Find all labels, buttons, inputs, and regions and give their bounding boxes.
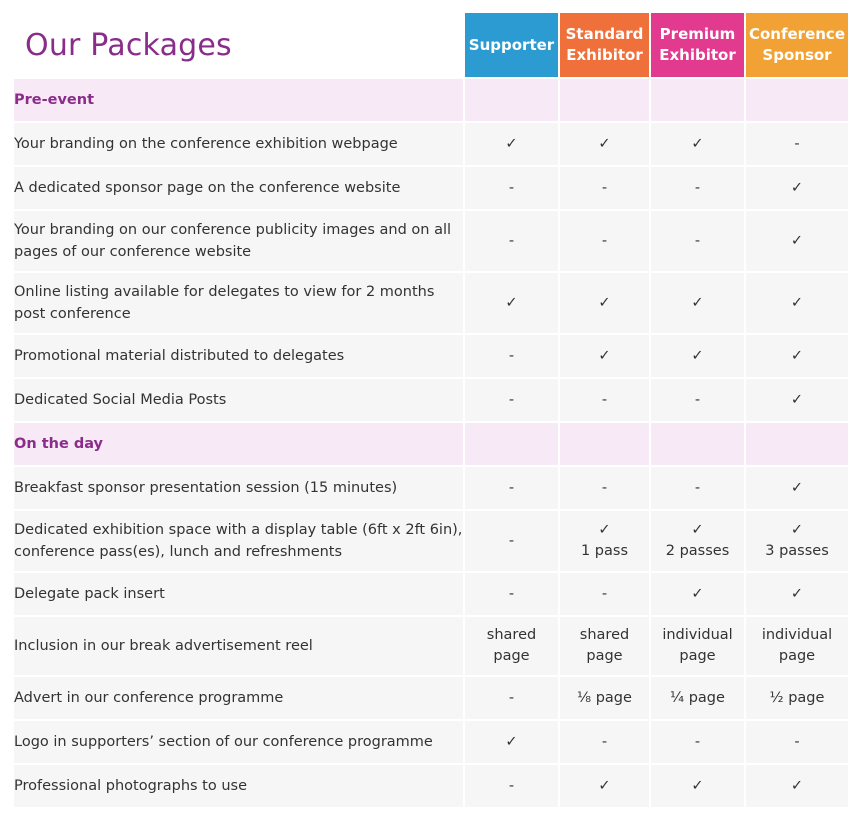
- value-text: 2 passes: [665, 543, 730, 559]
- check-icon: ✓: [790, 522, 804, 538]
- dash-mark: -: [601, 479, 608, 496]
- feature-label: Advert in our conference programme: [14, 677, 463, 719]
- value-cell: [465, 765, 558, 807]
- value-cell: [651, 123, 744, 165]
- value-cell: [560, 511, 649, 571]
- section-filler-cell: [465, 79, 558, 121]
- check-icon: ✓: [790, 479, 804, 496]
- value-cell: [651, 765, 744, 807]
- value-cell: [560, 617, 649, 675]
- table-row: [14, 167, 848, 209]
- value-cell: [465, 511, 558, 571]
- dash-mark: -: [508, 232, 515, 249]
- value-cell: [560, 123, 649, 165]
- header-row: [14, 13, 848, 77]
- value-text: individual: [761, 627, 833, 643]
- check-icon: ✓: [790, 294, 804, 311]
- dash-mark: -: [794, 733, 800, 750]
- check-icon: ✓: [691, 294, 704, 311]
- feature-label: Dedicated Social Media Posts: [14, 379, 463, 421]
- check-icon: ✓: [691, 347, 704, 364]
- check-icon: ✓: [790, 585, 804, 602]
- value-text: page: [778, 648, 816, 664]
- value-text: shared: [579, 627, 630, 643]
- package-header-premium-exhibitor: Premium Exhibitor: [651, 13, 744, 77]
- section-filler-cell: [651, 423, 744, 465]
- table-row: [14, 617, 848, 675]
- value-cell: [465, 273, 558, 333]
- value-cell: [465, 573, 558, 615]
- dash-mark: -: [694, 479, 701, 496]
- value-cell: [746, 379, 848, 421]
- check-icon: ✓: [790, 777, 804, 794]
- value-cell: [560, 211, 649, 271]
- value-cell: [560, 721, 649, 763]
- value-cell: [651, 167, 744, 209]
- value-cell: [746, 211, 848, 271]
- value-cell: [560, 467, 649, 509]
- value-cell: [560, 573, 649, 615]
- section-label: Pre-event: [14, 79, 463, 121]
- value-text: ¼ page: [670, 689, 725, 706]
- value-text: page: [493, 648, 530, 664]
- value-cell: [560, 379, 649, 421]
- section-filler-cell: [560, 423, 649, 465]
- dash-mark: -: [694, 733, 701, 750]
- value-cell: [465, 721, 558, 763]
- value-cell: [560, 677, 649, 719]
- value-cell: [651, 721, 744, 763]
- dash-mark: -: [508, 179, 515, 196]
- package-header-supporter: Supporter: [465, 13, 558, 77]
- value-cell: [746, 123, 848, 165]
- feature-label: Professional photographs to use: [14, 765, 463, 807]
- table-row: [14, 123, 848, 165]
- table-row: [14, 511, 848, 571]
- value-cell: [560, 765, 649, 807]
- section-filler-cell: [746, 79, 848, 121]
- value-cell: [746, 677, 848, 719]
- dash-mark: -: [694, 179, 701, 196]
- feature-label: Your branding on the conference exhibition webpage: [14, 123, 463, 165]
- value-text: page: [586, 648, 623, 664]
- value-cell: [746, 335, 848, 377]
- check-icon: ✓: [691, 522, 704, 538]
- feature-label: Inclusion in our break advertisement reel: [14, 617, 463, 675]
- value-cell: [746, 617, 848, 675]
- value-cell: [746, 765, 848, 807]
- table-row: [14, 273, 848, 333]
- value-cell: [746, 511, 848, 571]
- value-cell: [651, 335, 744, 377]
- value-cell: [465, 335, 558, 377]
- check-icon: ✓: [598, 135, 611, 152]
- value-cell: [746, 273, 848, 333]
- value-cell: [465, 123, 558, 165]
- check-icon: ✓: [598, 294, 611, 311]
- page-title: Our Packages: [25, 27, 232, 63]
- check-icon: ✓: [505, 135, 518, 152]
- section-row: [14, 79, 848, 121]
- value-cell: [746, 573, 848, 615]
- section-row: [14, 423, 848, 465]
- value-cell: [465, 379, 558, 421]
- value-cell: [651, 211, 744, 271]
- table-body: [14, 79, 848, 807]
- value-cell: [651, 511, 744, 571]
- check-icon: ✓: [691, 585, 704, 602]
- title-cell: [14, 13, 463, 77]
- value-cell: [560, 335, 649, 377]
- feature-label: A dedicated sponsor page on the conference website: [14, 167, 463, 209]
- dash-mark: -: [694, 232, 701, 249]
- value-text: 1 pass: [580, 543, 629, 559]
- section-filler-cell: [746, 423, 848, 465]
- check-icon: ✓: [691, 135, 704, 152]
- value-cell: [560, 167, 649, 209]
- dash-mark: -: [794, 135, 800, 152]
- package-header-standard-exhibitor: Standard Exhibitor: [560, 13, 649, 77]
- value-cell: [651, 617, 744, 675]
- feature-label: Delegate pack insert: [14, 573, 463, 615]
- dash-mark: -: [601, 733, 608, 750]
- dash-mark: -: [508, 347, 515, 364]
- table-row: [14, 677, 848, 719]
- table-row: [14, 721, 848, 763]
- feature-label: Online listing available for delegates to view for 2 months post conference: [14, 273, 463, 333]
- check-icon: ✓: [790, 232, 804, 249]
- table-row: [14, 335, 848, 377]
- table-row: [14, 211, 848, 271]
- check-icon: ✓: [598, 522, 611, 538]
- dash-mark: -: [601, 179, 608, 196]
- value-text: individual: [662, 627, 733, 643]
- value-cell: [746, 721, 848, 763]
- check-icon: ✓: [505, 294, 518, 311]
- value-cell: [465, 211, 558, 271]
- dash-mark: -: [601, 232, 608, 249]
- table-row: [14, 379, 848, 421]
- dash-mark: -: [508, 777, 515, 794]
- package-header-conference-sponsor: Conference Sponsor: [746, 13, 848, 77]
- dash-mark: -: [508, 532, 515, 549]
- value-cell: [465, 167, 558, 209]
- value-cell: [651, 677, 744, 719]
- dash-mark: -: [508, 479, 515, 496]
- feature-label: Breakfast sponsor presentation session (15 minutes): [14, 467, 463, 509]
- feature-label: Dedicated exhibition space with a display table (6ft x 2ft 6in), conference pass(es), lunch and refreshments: [14, 511, 463, 571]
- table-row: [14, 765, 848, 807]
- value-cell: [560, 273, 649, 333]
- value-text: ⅛ page: [577, 689, 632, 706]
- check-icon: ✓: [691, 777, 704, 794]
- packages-table: [12, 11, 850, 809]
- value-cell: [651, 467, 744, 509]
- section-filler-cell: [651, 79, 744, 121]
- value-text: shared: [486, 627, 537, 643]
- value-text: page: [679, 648, 716, 664]
- value-cell: [651, 379, 744, 421]
- value-text: 3 passes: [765, 543, 829, 559]
- value-cell: [746, 167, 848, 209]
- value-cell: [746, 467, 848, 509]
- dash-mark: -: [601, 391, 608, 408]
- section-filler-cell: [560, 79, 649, 121]
- check-icon: ✓: [790, 347, 804, 364]
- check-icon: ✓: [790, 391, 804, 408]
- value-text: ½ page: [769, 689, 825, 706]
- value-cell: [651, 573, 744, 615]
- dash-mark: -: [508, 391, 515, 408]
- dash-mark: -: [508, 689, 515, 706]
- table-row: [14, 467, 848, 509]
- value-cell: [651, 273, 744, 333]
- value-cell: [465, 617, 558, 675]
- check-icon: ✓: [790, 179, 804, 196]
- feature-label: Your branding on our conference publicity images and on all pages of our conference website: [14, 211, 463, 271]
- feature-label: Promotional material distributed to delegates: [14, 335, 463, 377]
- value-cell: [465, 467, 558, 509]
- dash-mark: -: [601, 585, 608, 602]
- check-icon: ✓: [505, 733, 518, 750]
- section-label: On the day: [14, 423, 463, 465]
- table-row: [14, 573, 848, 615]
- dash-mark: -: [694, 391, 701, 408]
- section-filler-cell: [465, 423, 558, 465]
- check-icon: ✓: [598, 777, 611, 794]
- check-icon: ✓: [598, 347, 611, 364]
- feature-label: Logo in supporters’ section of our conference programme: [14, 721, 463, 763]
- dash-mark: -: [508, 585, 515, 602]
- value-cell: [465, 677, 558, 719]
